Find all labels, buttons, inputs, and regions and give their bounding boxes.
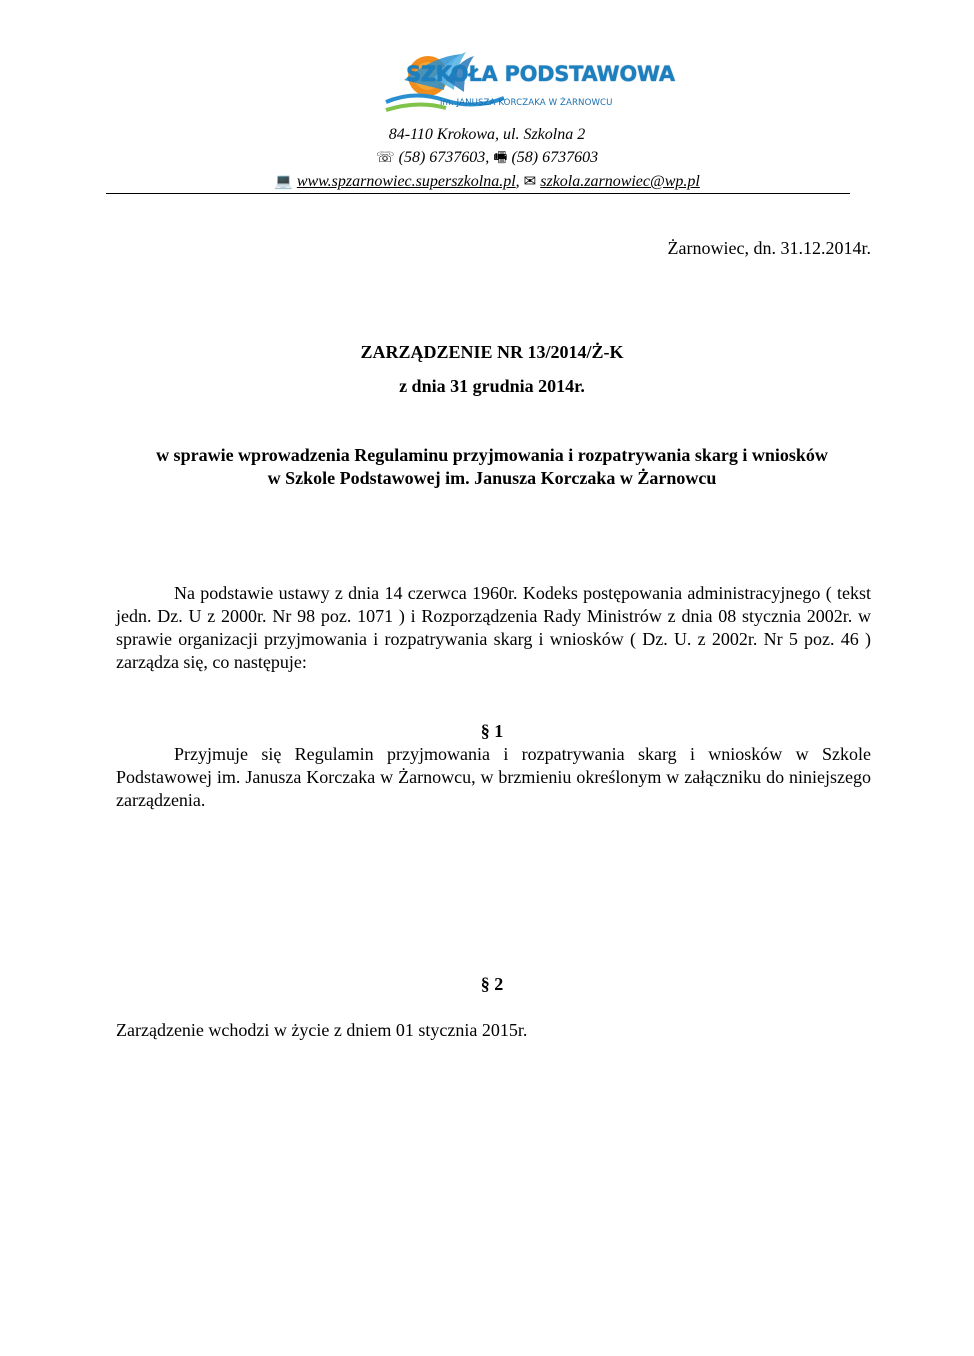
school-logo (384, 50, 675, 122)
section-1-heading: § 1 (480, 721, 504, 741)
preamble-text: Na podstawie ustawy z dnia 14 czerwca 1960r. Kodeks postępowania administracyjnego ( tekst jedn. Dz. U z 2000r. Nr 98 poz. 1071 ) i Rozporządzenia Rady Ministrów z dnia 08 stycznia 2002r. w sprawie organizacji przyjmowania i rozpatrywania skarg i wniosków ( Dz. U. z 2002r. Nr 5 poz. 46 ) zarządza się, co następuje: (116, 583, 871, 672)
web-email-line: 💻 www.spzarnowiec.superszkolna.pl, ✉ szkola.zarnowiec@wp.pl (274, 173, 700, 190)
logo-subtitle: im. JANUSZA KORCZAKA W ŻARNOWCU (440, 98, 613, 108)
computer-icon: 💻 (274, 174, 293, 190)
logo-name: SZKOŁA PODSTAWOWA (406, 62, 675, 86)
document-date: z dnia 31 grudnia 2014r. (399, 376, 585, 396)
document-title: ZARZĄDZENIE NR 13/2014/Ż-K (360, 342, 624, 362)
school-address: 84-110 Krokowa, ul. Szkolna 2 (388, 126, 586, 143)
preamble-paragraph (116, 582, 871, 674)
envelope-icon: ✉ (523, 174, 537, 190)
phone-fax-line (0, 148, 974, 168)
header-divider (106, 193, 850, 194)
section-1-text: Przyjmuje się Regulamin przyjmowania i rozpatrywania skarg i wniosków w Szkole Podstawowej im. Janusza Korczaka w Żarnowcu, w brzmieniu określonym w załączniku do niniejszego zarządzenia. (116, 744, 871, 810)
subject-line-2: w Szkole Podstawowej im. Janusza Korczaka w Żarnowcu (267, 468, 717, 488)
phone-number: (58) 6737603, (398, 149, 490, 166)
fax-icon: 🖷 (493, 150, 508, 166)
fax-number: (58) 6737603 (511, 149, 599, 166)
sun-waves-icon (384, 50, 598, 122)
section-1-paragraph (116, 743, 871, 812)
subject-line-1: w sprawie wprowadzenia Regulaminu przyjmowania i rozpatrywania skarg i wniosków (156, 445, 828, 465)
section-2-text: Zarządzenie wchodzi w życie z dniem 01 stycznia 2015r. (116, 1020, 528, 1040)
section-2-heading: § 2 (480, 974, 504, 994)
email-link[interactable]: szkola.zarnowiec@wp.pl (540, 173, 700, 190)
place-date: Żarnowiec, dn. 31.12.2014r. (667, 238, 871, 258)
phone-icon: ☏ (375, 150, 395, 166)
website-link[interactable]: www.spzarnowiec.superszkolna.pl (296, 173, 516, 190)
